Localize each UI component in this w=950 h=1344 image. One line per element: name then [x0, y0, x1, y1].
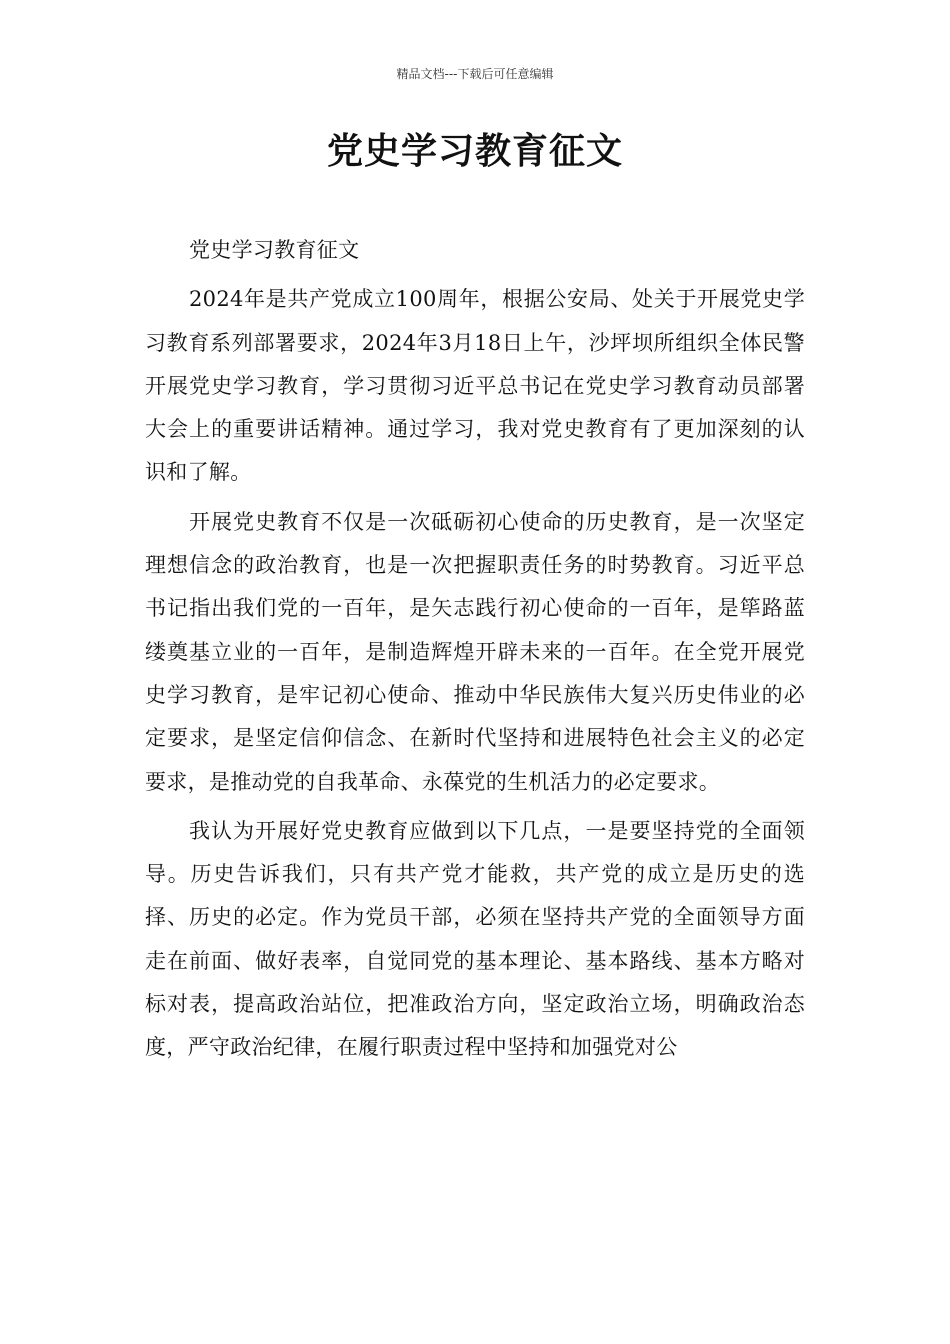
document-title: 党史学习教育征文 — [326, 131, 623, 172]
document-body — [145, 229, 805, 1070]
paragraph-2: 开展党史教育不仅是一次砥砺初心使命的历史教育，是一次坚定理想信念的政治教育，也是一次把握职责任务的时势教育。习近平总书记指出我们党的一百年，是矢志践行初心使命的一百年，是筚路蓝缕奠基立业的一百年，是制造辉煌开辟未来的一百年。在全党开展党史学习教育，是牢记初心使命、推动中华民族伟大复兴历史伟业的必定要求，是坚定信仰信念、在新时代坚持和进展特色社会主义的必定要求，是推动党的自我革命、永葆党的生机活力的必定要求。 — [145, 509, 805, 794]
paragraph-3: 我认为开展好党史教育应做到以下几点，一是要坚持党的全面领导。历史告诉我们，只有共产党才能救，共产党的成立是历史的选择、历史的必定。作为党员干部，必须在坚持共产党的全面领导方面走在前面、做好表率，自觉同党的基本理论、基本路线、基本方略对标对表，提高政治站位，把准政治方向，坚定政治立场，明确政治态度，严守政治纪律，在履行职责过程中坚持和加强党对公 — [145, 818, 805, 1060]
paragraph-subtitle: 党史学习教育征文 — [189, 238, 360, 262]
paragraph-1: 2024年是共产党成立100周年，根据公安局、处关于开展党史学习教育系列部署要求，2024年3月18日上午，沙坪坝所组织全体民警开展党史学习教育，学习贯彻习近平总书记在党史学习教育动员部署大会上的重要讲话精神。通过学习，我对党史教育有了更加深刻的认识和了解。 — [145, 287, 805, 485]
page-header-note: 精品文档---下载后可任意编辑 — [396, 67, 554, 81]
